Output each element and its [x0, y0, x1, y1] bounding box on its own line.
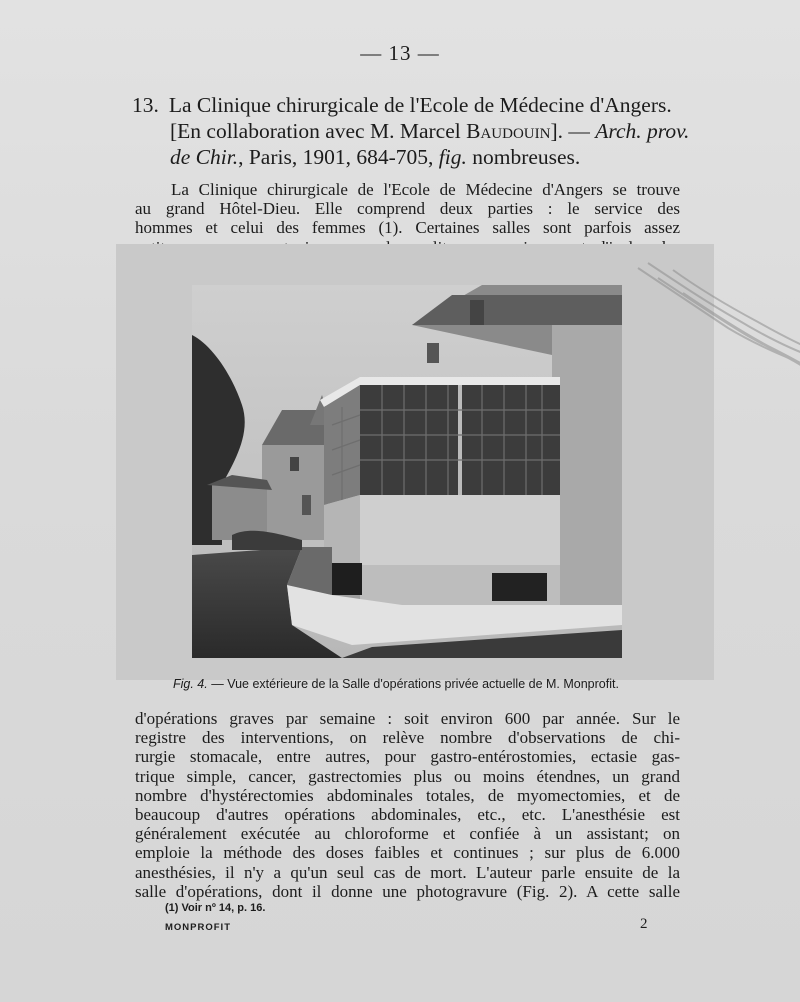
entry-title: La Clinique chirurgicale de l'Ecole de Médecine d'Angers. [168, 93, 672, 117]
signature-mark: 2 [640, 916, 648, 932]
figure-caption [173, 677, 693, 691]
running-author: MONPROFIT [165, 922, 231, 933]
entry-line-3 [132, 144, 692, 170]
entry-journal: Arch. prov. [595, 119, 690, 143]
figure-photograph [192, 285, 622, 658]
text-line: emploie la méthode des doses faibles et continues ; sur plus de 6.000 [135, 843, 680, 863]
entry-line-1 [132, 92, 692, 118]
text-line: beaucoup d'autres opérations abdominales, etc., etc. L'anesthésie est [135, 805, 680, 825]
bibliography-entry [132, 92, 692, 170]
caption-text: — Vue extérieure de la Salle d'opérations privée actuelle de M. Monprofit. [211, 677, 619, 691]
building-photo-image [192, 285, 622, 658]
text-line: salle d'opérations, dont il donne une photogravure (Fig. 2). A cette salle [135, 881, 680, 901]
paragraph-bottom [135, 709, 680, 901]
text-line: nombre d'hystérectomies abdominales totales, de myomectomies, et de [135, 785, 680, 805]
text-line: anesthésies, il n'y a qu'un seul cas de mort. L'auteur parle ensuite de la [135, 862, 680, 882]
entry-journal-cont: de Chir. [170, 145, 239, 169]
entry-collab: [En collaboration avec M. Marcel [170, 119, 461, 143]
entry-end: nombreuses. [472, 145, 581, 169]
entry-pub: , Paris, 1901, 684-705, [238, 145, 434, 169]
text-line: La Clinique chirurgicale de l'Ecole de Médecine d'Angers se trouve [171, 180, 680, 199]
footnote: (1) Voir nº 14, p. 16. [165, 902, 266, 914]
fingerprint-smudge [628, 258, 800, 378]
text-line: rurgie stomacale, entre autres, pour gastro-entérostomies, ectasie gas- [135, 747, 680, 767]
page-number: — 13 — [360, 41, 440, 65]
entry-number: 13. [132, 93, 159, 117]
text-line: hommes et celui des femmes (1). Certaines salles sont parfois assez [135, 218, 680, 238]
entry-line-2 [132, 118, 692, 144]
text-line: trique simple, cancer, gastrectomies plus ou moins étendnes, un grand [135, 766, 680, 786]
text-line: registre des interventions, on relève nombre d'observations de chi- [135, 728, 680, 748]
text-line: d'opérations graves par semaine : soit environ 600 par année. Sur le [135, 709, 680, 728]
entry-fig: fig. [438, 145, 467, 169]
text-line: au grand Hôtel-Dieu. Elle comprend deux parties : le service des [135, 199, 680, 219]
entry-sep: ]. — [550, 119, 590, 143]
text-line: généralement exécutée au chloroforme et confiée à un assistant; on [135, 824, 680, 844]
entry-coauthor: Baudouin [466, 119, 551, 143]
caption-label: Fig. 4. [173, 677, 208, 691]
